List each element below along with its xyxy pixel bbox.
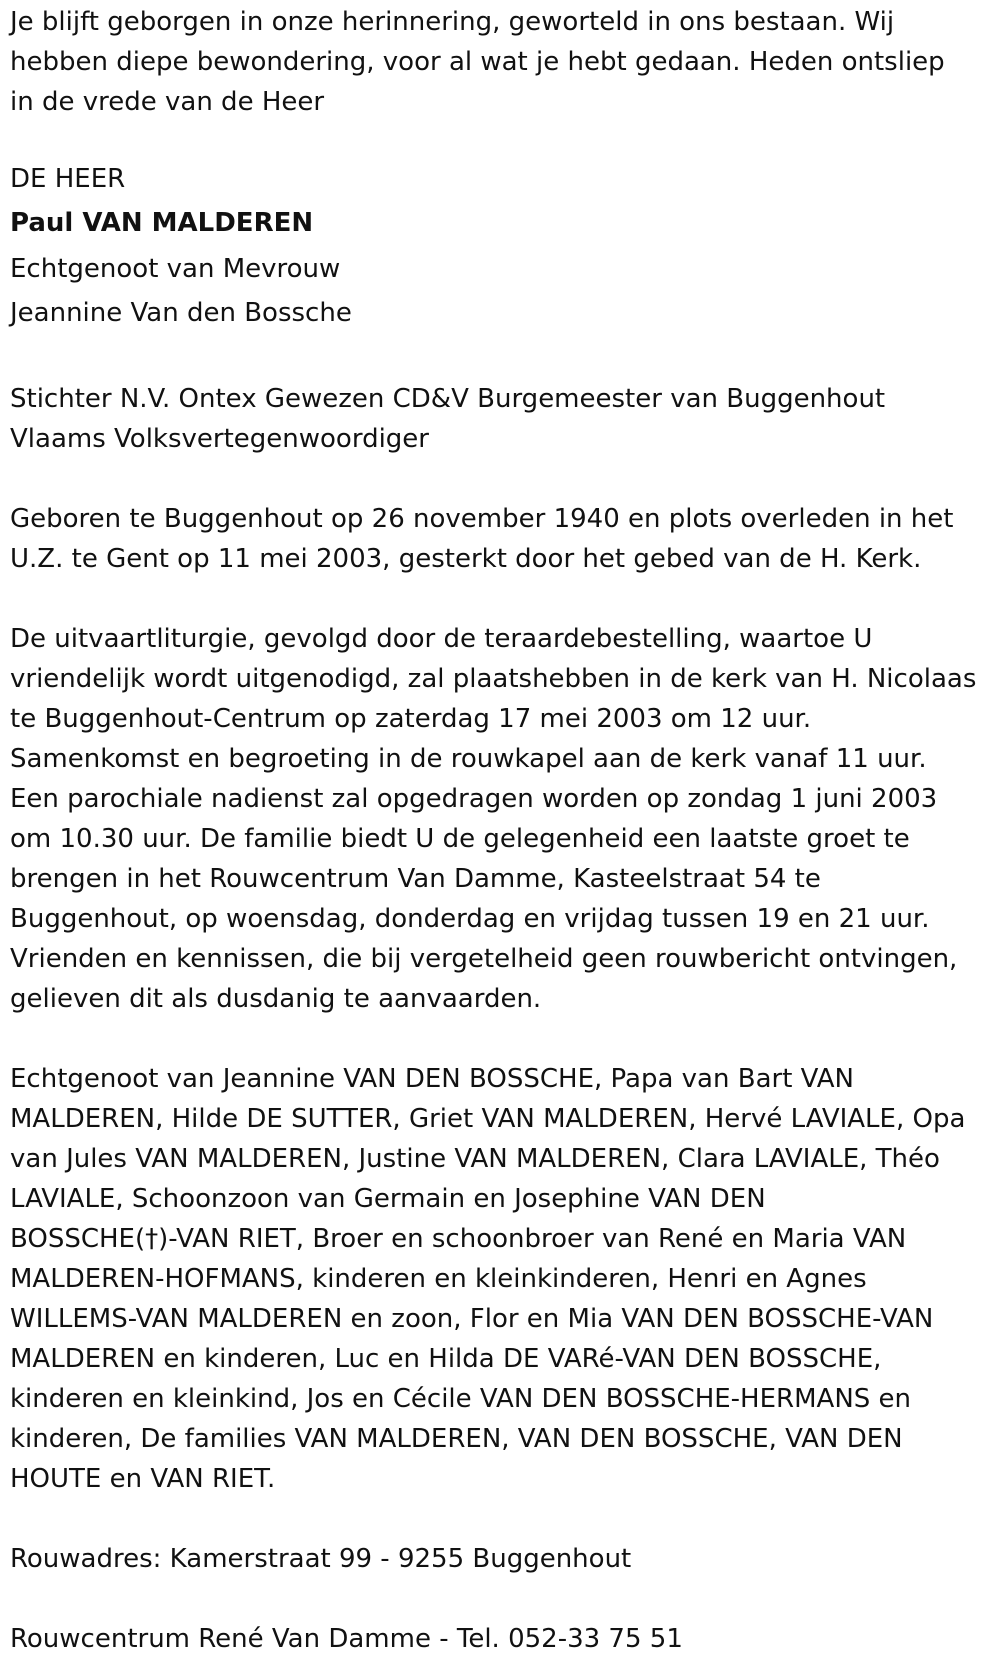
name-block bbox=[10, 159, 995, 335]
family-line: kinderen, De families VAN MALDEREN, VAN DEN BOSSCHE, VAN DEN bbox=[10, 1424, 903, 1454]
family-line: Echtgenoot van Jeannine VAN DEN BOSSCHE, Papa van Bart VAN bbox=[10, 1064, 855, 1094]
roles-paragraph bbox=[10, 379, 995, 459]
funeral-line: De uitvaartliturgie, gevolgd door de teraardebestelling, waartoe U bbox=[10, 624, 873, 654]
funeral-paragraph bbox=[10, 619, 995, 1019]
family-line: HOUTE en VAN RIET. bbox=[10, 1464, 276, 1494]
deceased-name: Paul VAN MALDEREN bbox=[10, 208, 314, 238]
intro-line: hebben diepe bewondering, voor al wat je hebt gedaan. Heden ontsliep bbox=[10, 47, 945, 77]
funeral-line: brengen in het Rouwcentrum Van Damme, Kasteelstraat 54 te bbox=[10, 864, 821, 894]
funeral-line: Vrienden en kennissen, die bij vergetelheid geen rouwbericht ontvingen, bbox=[10, 944, 958, 974]
honorific-title: DE HEER bbox=[10, 164, 126, 194]
family-paragraph bbox=[10, 1059, 995, 1499]
birth-death-paragraph bbox=[10, 499, 995, 579]
funeral-line: vriendelijk wordt uitgenodigd, zal plaatshebben in de kerk van H. Nicolaas bbox=[10, 664, 977, 694]
address-paragraph bbox=[10, 1539, 995, 1579]
family-line: kinderen en kleinkind, Jos en Cécile VAN DEN BOSSCHE-HERMANS en bbox=[10, 1384, 912, 1414]
funeral-line: Een parochiale nadienst zal opgedragen worden op zondag 1 juni 2003 bbox=[10, 784, 938, 814]
family-line: BOSSCHE(†)-VAN RIET, Broer en schoonbroer van René en Maria VAN bbox=[10, 1224, 907, 1254]
spouse-line: Echtgenoot van Mevrouw bbox=[10, 254, 341, 284]
birth-death-line: U.Z. te Gent op 11 mei 2003, gesterkt door het gebed van de H. Kerk. bbox=[10, 544, 922, 574]
paragraph-gap bbox=[10, 1579, 995, 1619]
funeral-line: om 10.30 uur. De familie biedt U de gelegenheid een laatste groet te bbox=[10, 824, 910, 854]
family-line: MALDEREN en kinderen, Luc en Hilda DE VARé-VAN DEN BOSSCHE, bbox=[10, 1344, 882, 1374]
paragraph-gap bbox=[10, 122, 995, 162]
funeral-line: Samenkomst en begroeting in de rouwkapel aan de kerk vanaf 11 uur. bbox=[10, 744, 927, 774]
obituary-document bbox=[10, 2, 995, 1659]
paragraph-gap bbox=[10, 459, 995, 499]
funeral-home-paragraph bbox=[10, 1619, 995, 1659]
intro-paragraph bbox=[10, 2, 995, 122]
family-line: WILLEMS-VAN MALDEREN en zoon, Flor en Mia VAN DEN BOSSCHE-VAN bbox=[10, 1304, 934, 1334]
funeral-line: gelieven dit als dusdanig te aanvaarden. bbox=[10, 984, 542, 1014]
birth-death-line: Geboren te Buggenhout op 26 november 1940 en plots overleden in het bbox=[10, 504, 954, 534]
paragraph-gap bbox=[10, 579, 995, 619]
family-line: van Jules VAN MALDEREN, Justine VAN MALDEREN, Clara LAVIALE, Théo bbox=[10, 1144, 940, 1174]
intro-line: in de vrede van de Heer bbox=[10, 87, 325, 117]
funeral-line: Buggenhout, op woensdag, donderdag en vrijdag tussen 19 en 21 uur. bbox=[10, 904, 930, 934]
paragraph-gap bbox=[10, 1019, 995, 1059]
roles-line: Stichter N.V. Ontex Gewezen CD&V Burgemeester van Buggenhout bbox=[10, 384, 886, 414]
intro-line: Je blijft geborgen in onze herinnering, geworteld in ons bestaan. Wij bbox=[10, 7, 895, 37]
family-line: LAVIALE, Schoonzoon van Germain en Josephine VAN DEN bbox=[10, 1184, 766, 1214]
funeral-line: te Buggenhout-Centrum op zaterdag 17 mei 2003 om 12 uur. bbox=[10, 704, 812, 734]
roles-line: Vlaams Volksvertegenwoordiger bbox=[10, 424, 429, 454]
paragraph-gap bbox=[10, 1499, 995, 1539]
spouse-name: Jeannine Van den Bossche bbox=[10, 298, 352, 328]
paragraph-gap bbox=[10, 335, 995, 379]
family-line: MALDEREN, Hilde DE SUTTER, Griet VAN MALDEREN, Hervé LAVIALE, Opa bbox=[10, 1104, 966, 1134]
family-line: MALDEREN-HOFMANS, kinderen en kleinkinderen, Henri en Agnes bbox=[10, 1264, 867, 1294]
mourning-address: Rouwadres: Kamerstraat 99 - 9255 Buggenhout bbox=[10, 1544, 632, 1574]
funeral-home-contact: Rouwcentrum René Van Damme - Tel. 052-33 75 51 bbox=[10, 1624, 683, 1654]
